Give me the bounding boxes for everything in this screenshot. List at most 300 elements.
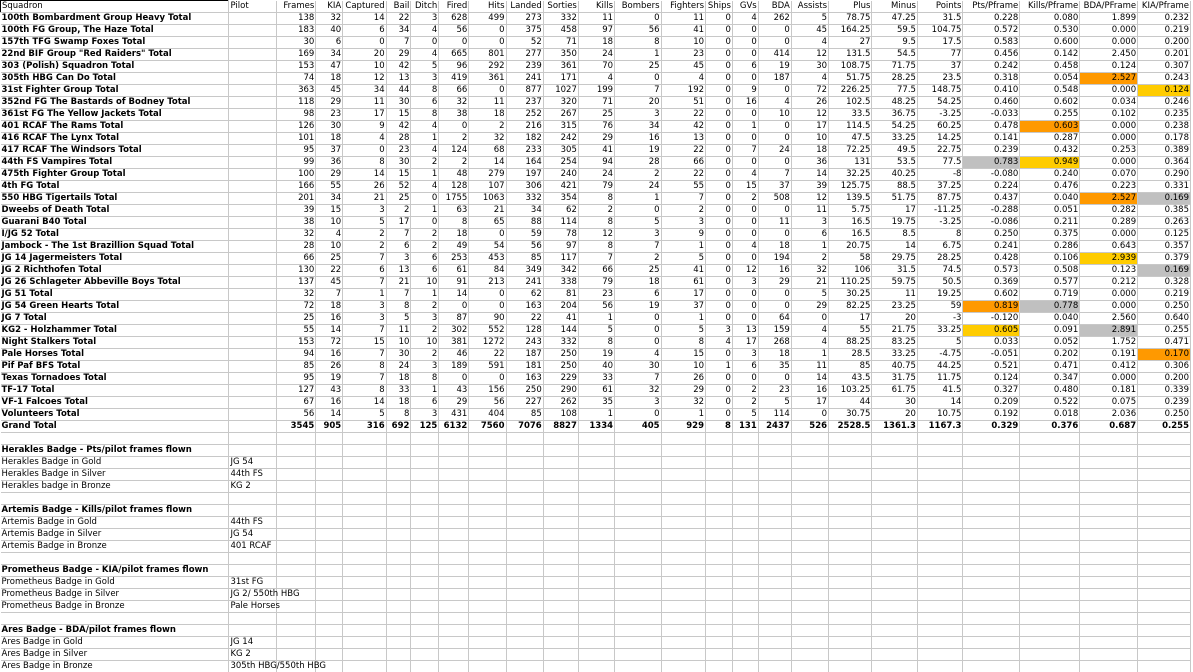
value-cell[interactable]: 30 (277, 37, 316, 49)
empty-cell[interactable] (829, 505, 872, 517)
empty-cell[interactable] (1080, 589, 1138, 601)
empty-cell[interactable] (1080, 613, 1138, 625)
value-cell[interactable]: 56 (578, 301, 614, 313)
grand-total-value[interactable]: 0.687 (1080, 421, 1138, 433)
empty-cell[interactable] (758, 541, 791, 553)
value-cell[interactable]: 21.75 (872, 325, 917, 337)
empty-cell[interactable] (963, 613, 1020, 625)
value-cell[interactable]: 37.25 (917, 181, 962, 193)
value-cell[interactable]: 197 (506, 169, 543, 181)
value-cell[interactable]: 22 (661, 145, 705, 157)
value-cell[interactable]: 0.290 (1138, 169, 1191, 181)
value-cell[interactable]: 5 (758, 397, 791, 409)
empty-cell[interactable] (732, 601, 758, 613)
empty-cell[interactable] (758, 625, 791, 637)
value-cell[interactable]: 33 (386, 385, 411, 397)
value-cell[interactable]: 315 (543, 121, 578, 133)
empty-cell[interactable] (229, 445, 277, 457)
value-cell[interactable]: 32 (277, 289, 316, 301)
value-cell[interactable]: 0.250 (1138, 409, 1191, 421)
empty-cell[interactable] (506, 589, 543, 601)
value-cell[interactable]: 5 (343, 217, 386, 229)
value-cell[interactable]: 41 (543, 313, 578, 325)
value-cell[interactable]: 100 (277, 169, 316, 181)
value-cell[interactable]: 2 (411, 229, 439, 241)
pilot-cell[interactable] (229, 109, 277, 121)
empty-cell[interactable] (343, 493, 386, 505)
empty-cell[interactable] (469, 589, 506, 601)
empty-cell[interactable] (277, 457, 316, 469)
empty-cell[interactable] (386, 481, 411, 493)
value-cell[interactable]: 0.200 (1138, 37, 1191, 49)
value-cell[interactable]: 23 (386, 145, 411, 157)
value-cell[interactable]: 9 (343, 121, 386, 133)
empty-cell[interactable] (386, 445, 411, 457)
badge-award-label[interactable]: Ares Badge in Bronze (1, 661, 229, 672)
value-cell[interactable]: 4 (758, 97, 791, 109)
value-cell[interactable]: 7 (316, 289, 343, 301)
value-cell[interactable]: 877 (506, 85, 543, 97)
value-cell[interactable]: 14 (791, 373, 828, 385)
pilot-cell[interactable] (229, 301, 277, 313)
value-cell[interactable]: 0 (615, 337, 662, 349)
value-cell[interactable]: 59.75 (872, 277, 917, 289)
empty-cell[interactable] (543, 577, 578, 589)
value-cell[interactable]: -3 (917, 313, 962, 325)
value-cell[interactable]: 44.25 (917, 361, 962, 373)
value-cell[interactable]: 11 (661, 13, 705, 25)
value-cell[interactable]: 0.200 (1138, 373, 1191, 385)
value-cell[interactable]: 2.560 (1080, 313, 1138, 325)
squadron-name-cell[interactable]: 401 RCAF The Rams Total (1, 121, 229, 133)
empty-cell[interactable] (706, 577, 733, 589)
pilot-cell[interactable] (229, 421, 277, 433)
empty-cell[interactable] (791, 469, 828, 481)
value-cell[interactable]: 10 (411, 337, 439, 349)
value-cell[interactable]: 22 (469, 349, 506, 361)
value-cell[interactable]: 2 (343, 241, 386, 253)
empty-cell[interactable] (543, 445, 578, 457)
empty-cell[interactable] (506, 445, 543, 457)
value-cell[interactable]: 4 (411, 49, 439, 61)
value-cell[interactable]: 156 (469, 385, 506, 397)
column-header[interactable]: Assists (791, 1, 828, 13)
value-cell[interactable]: 34 (343, 85, 386, 97)
empty-cell[interactable] (386, 613, 411, 625)
value-cell[interactable]: 16 (758, 265, 791, 277)
empty-cell[interactable] (578, 493, 614, 505)
empty-cell[interactable] (469, 457, 506, 469)
empty-cell[interactable] (386, 529, 411, 541)
empty-cell[interactable] (917, 553, 962, 565)
empty-cell[interactable] (469, 553, 506, 565)
value-cell[interactable]: 628 (439, 13, 469, 25)
value-cell[interactable]: 90 (469, 313, 506, 325)
value-cell[interactable]: 11.75 (917, 373, 962, 385)
empty-cell[interactable] (732, 505, 758, 517)
value-cell[interactable]: 0 (706, 145, 733, 157)
value-cell[interactable]: 20 (872, 313, 917, 325)
value-cell[interactable]: 87.75 (917, 193, 962, 205)
value-cell[interactable]: 44 (829, 397, 872, 409)
value-cell[interactable]: 33.5 (829, 109, 872, 121)
value-cell[interactable]: 0.033 (963, 337, 1020, 349)
value-cell[interactable]: 16.5 (829, 229, 872, 241)
empty-cell[interactable] (439, 577, 469, 589)
empty-cell[interactable] (791, 493, 828, 505)
empty-cell[interactable] (661, 589, 705, 601)
column-header[interactable]: Pilot (229, 1, 277, 13)
empty-cell[interactable] (506, 553, 543, 565)
empty-cell[interactable] (506, 541, 543, 553)
empty-cell[interactable] (1080, 637, 1138, 649)
value-cell[interactable]: 52 (386, 181, 411, 193)
value-cell[interactable]: 0 (706, 85, 733, 97)
value-cell[interactable]: 72.25 (829, 145, 872, 157)
value-cell[interactable]: 9.5 (872, 37, 917, 49)
empty-cell[interactable] (917, 613, 962, 625)
value-cell[interactable]: 187 (758, 73, 791, 85)
empty-cell[interactable] (732, 649, 758, 661)
value-cell[interactable]: 12 (732, 265, 758, 277)
value-cell[interactable]: 0 (732, 313, 758, 325)
empty-cell[interactable] (469, 493, 506, 505)
value-cell[interactable]: 61.75 (872, 385, 917, 397)
value-cell[interactable]: 13 (732, 325, 758, 337)
empty-cell[interactable] (506, 529, 543, 541)
value-cell[interactable]: 4 (791, 73, 828, 85)
value-cell[interactable]: 0.369 (963, 277, 1020, 289)
value-cell[interactable]: 16 (316, 313, 343, 325)
empty-cell[interactable] (1138, 493, 1191, 505)
value-cell[interactable]: 32 (615, 385, 662, 397)
value-cell[interactable]: 0.508 (1020, 265, 1080, 277)
empty-cell[interactable] (917, 661, 962, 672)
value-cell[interactable]: 48.25 (872, 97, 917, 109)
value-cell[interactable]: 1 (791, 241, 828, 253)
empty-cell[interactable] (578, 505, 614, 517)
value-cell[interactable]: 0 (706, 37, 733, 49)
squadron-name-cell[interactable]: 44th FS Vampires Total (1, 157, 229, 169)
value-cell[interactable]: 14.25 (917, 133, 962, 145)
value-cell[interactable]: 0 (706, 373, 733, 385)
value-cell[interactable]: 1027 (543, 85, 578, 97)
empty-cell[interactable] (706, 433, 733, 445)
value-cell[interactable]: 20 (615, 97, 662, 109)
pilot-cell[interactable] (229, 193, 277, 205)
empty-cell[interactable] (791, 601, 828, 613)
empty-cell[interactable] (386, 517, 411, 529)
empty-cell[interactable] (578, 541, 614, 553)
value-cell[interactable]: 0.239 (963, 145, 1020, 157)
value-cell[interactable]: 10 (316, 217, 343, 229)
empty-cell[interactable] (1138, 613, 1191, 625)
empty-cell[interactable] (343, 625, 386, 637)
value-cell[interactable]: 268 (758, 337, 791, 349)
value-cell[interactable]: 30 (872, 397, 917, 409)
value-cell[interactable]: 114.5 (829, 121, 872, 133)
value-cell[interactable]: 7 (343, 277, 386, 289)
grand-total-label[interactable]: Grand Total (1, 421, 229, 433)
empty-cell[interactable] (791, 637, 828, 649)
grand-total-value[interactable]: 3545 (277, 421, 316, 433)
value-cell[interactable]: 23.25 (872, 301, 917, 313)
value-cell[interactable]: 194 (758, 253, 791, 265)
value-cell[interactable]: 41 (578, 145, 614, 157)
value-cell[interactable]: 19 (316, 373, 343, 385)
value-cell[interactable]: 0 (732, 229, 758, 241)
pilot-cell[interactable] (229, 265, 277, 277)
empty-cell[interactable] (469, 481, 506, 493)
empty-cell[interactable] (316, 565, 343, 577)
empty-cell[interactable] (791, 661, 828, 672)
column-header[interactable]: Sorties (543, 1, 578, 13)
empty-cell[interactable] (661, 541, 705, 553)
value-cell[interactable]: 262 (543, 397, 578, 409)
value-cell[interactable]: 18 (316, 301, 343, 313)
value-cell[interactable]: 65 (469, 217, 506, 229)
empty-cell[interactable] (543, 505, 578, 517)
value-cell[interactable]: 3 (411, 361, 439, 373)
value-cell[interactable]: 0 (706, 409, 733, 421)
empty-cell[interactable] (758, 565, 791, 577)
value-cell[interactable]: 338 (543, 277, 578, 289)
value-cell[interactable]: 0.471 (1138, 337, 1191, 349)
value-cell[interactable]: 35 (578, 397, 614, 409)
value-cell[interactable]: 117 (543, 253, 578, 265)
badge-award-label[interactable]: Prometheus Badge in Bronze (1, 601, 229, 613)
empty-cell[interactable] (1020, 445, 1080, 457)
empty-cell[interactable] (706, 529, 733, 541)
empty-cell[interactable] (1020, 505, 1080, 517)
empty-cell[interactable] (1080, 481, 1138, 493)
value-cell[interactable]: 0 (706, 397, 733, 409)
empty-cell[interactable] (1020, 529, 1080, 541)
empty-cell[interactable] (758, 613, 791, 625)
value-cell[interactable]: 250 (543, 361, 578, 373)
value-cell[interactable]: 55 (277, 325, 316, 337)
value-cell[interactable]: 28 (277, 241, 316, 253)
value-cell[interactable]: 239 (506, 61, 543, 73)
pilot-cell[interactable] (229, 325, 277, 337)
empty-cell[interactable] (316, 469, 343, 481)
grand-total-value[interactable]: 405 (615, 421, 662, 433)
empty-cell[interactable] (1020, 457, 1080, 469)
empty-cell[interactable] (615, 553, 662, 565)
value-cell[interactable]: 0.389 (1138, 145, 1191, 157)
value-cell[interactable]: 3 (411, 409, 439, 421)
value-cell[interactable]: 0.000 (1080, 25, 1138, 37)
empty-cell[interactable] (439, 517, 469, 529)
empty-cell[interactable] (829, 529, 872, 541)
empty-cell[interactable] (277, 577, 316, 589)
pilot-cell[interactable] (229, 409, 277, 421)
value-cell[interactable]: 34 (316, 49, 343, 61)
value-cell[interactable]: 8.5 (872, 229, 917, 241)
value-cell[interactable]: 10 (758, 109, 791, 121)
value-cell[interactable]: 305 (543, 145, 578, 157)
value-cell[interactable]: 0.530 (1020, 25, 1080, 37)
value-cell[interactable]: 0.583 (963, 37, 1020, 49)
value-cell[interactable]: 552 (469, 325, 506, 337)
value-cell[interactable]: 1063 (469, 193, 506, 205)
value-cell[interactable]: 8 (578, 193, 614, 205)
value-cell[interactable]: 32 (316, 13, 343, 25)
value-cell[interactable]: 7 (386, 229, 411, 241)
value-cell[interactable]: 0 (706, 265, 733, 277)
empty-cell[interactable] (439, 505, 469, 517)
value-cell[interactable]: 0.437 (963, 193, 1020, 205)
empty-cell[interactable] (316, 517, 343, 529)
value-cell[interactable]: 0 (732, 37, 758, 49)
empty-cell[interactable] (1080, 577, 1138, 589)
value-cell[interactable]: 28.5 (829, 349, 872, 361)
empty-cell[interactable] (661, 553, 705, 565)
empty-cell[interactable] (1020, 481, 1080, 493)
column-header[interactable]: Pts/Pframe (963, 1, 1020, 13)
value-cell[interactable]: 114 (758, 409, 791, 421)
value-cell[interactable]: 41.5 (917, 385, 962, 397)
value-cell[interactable]: 78.75 (829, 13, 872, 25)
column-header[interactable]: BDA (758, 1, 791, 13)
value-cell[interactable]: 0.379 (1138, 253, 1191, 265)
empty-cell[interactable] (872, 481, 917, 493)
empty-cell[interactable] (829, 601, 872, 613)
pilot-cell[interactable] (229, 61, 277, 73)
squadron-name-cell[interactable]: JG 54 Green Hearts Total (1, 301, 229, 313)
value-cell[interactable]: 5 (343, 409, 386, 421)
empty-cell[interactable] (872, 517, 917, 529)
empty-cell[interactable] (872, 553, 917, 565)
value-cell[interactable]: 19 (615, 301, 662, 313)
value-cell[interactable]: 290 (543, 385, 578, 397)
empty-cell[interactable] (872, 493, 917, 505)
value-cell[interactable]: 0 (615, 325, 662, 337)
value-cell[interactable]: 1 (578, 409, 614, 421)
value-cell[interactable]: 5 (578, 325, 614, 337)
empty-cell[interactable] (963, 541, 1020, 553)
value-cell[interactable]: 61 (439, 265, 469, 277)
empty-cell[interactable] (872, 649, 917, 661)
value-cell[interactable]: 43 (439, 385, 469, 397)
empty-cell[interactable] (963, 565, 1020, 577)
value-cell[interactable]: 2 (411, 301, 439, 313)
value-cell[interactable]: 54 (469, 241, 506, 253)
value-cell[interactable]: 0.347 (1020, 373, 1080, 385)
empty-cell[interactable] (791, 589, 828, 601)
empty-cell[interactable] (706, 553, 733, 565)
empty-cell[interactable] (758, 601, 791, 613)
value-cell[interactable]: 14 (469, 157, 506, 169)
value-cell[interactable]: 10 (343, 61, 386, 73)
empty-cell[interactable] (386, 565, 411, 577)
value-cell[interactable]: 0 (469, 37, 506, 49)
empty-cell[interactable] (791, 517, 828, 529)
empty-cell[interactable] (917, 505, 962, 517)
squadron-name-cell[interactable]: 305th HBG Can Do Total (1, 73, 229, 85)
squadron-name-cell[interactable]: VF-1 Falcoes Total (1, 397, 229, 409)
value-cell[interactable]: 18 (758, 349, 791, 361)
value-cell[interactable]: 0 (706, 313, 733, 325)
value-cell[interactable]: 31.75 (872, 373, 917, 385)
empty-cell[interactable] (543, 613, 578, 625)
badge-section-title[interactable]: Ares Badge - BDA/pilot frames flown (1, 625, 229, 637)
empty-cell[interactable] (872, 433, 917, 445)
empty-cell[interactable] (506, 457, 543, 469)
value-cell[interactable]: 34 (506, 205, 543, 217)
empty-cell[interactable] (578, 625, 614, 637)
empty-cell[interactable] (791, 625, 828, 637)
squadron-name-cell[interactable]: 475th Fighter Group Total (1, 169, 229, 181)
value-cell[interactable]: 25 (615, 265, 662, 277)
value-cell[interactable]: 1 (411, 289, 439, 301)
empty-cell[interactable] (791, 649, 828, 661)
pilot-cell[interactable] (229, 157, 277, 169)
value-cell[interactable]: 128 (506, 325, 543, 337)
value-cell[interactable]: 19 (578, 349, 614, 361)
empty-cell[interactable] (917, 541, 962, 553)
value-cell[interactable]: 0 (758, 373, 791, 385)
value-cell[interactable]: 2 (439, 133, 469, 145)
empty-cell[interactable] (386, 649, 411, 661)
value-cell[interactable]: 59.5 (872, 25, 917, 37)
value-cell[interactable]: 38 (277, 217, 316, 229)
pilot-cell[interactable] (229, 37, 277, 49)
squadron-name-cell[interactable]: 550 HBG Tigertails Total (1, 193, 229, 205)
empty-cell[interactable] (439, 553, 469, 565)
value-cell[interactable]: 204 (543, 301, 578, 313)
value-cell[interactable]: 43 (316, 385, 343, 397)
empty-cell[interactable] (615, 637, 662, 649)
empty-cell[interactable] (316, 601, 343, 613)
value-cell[interactable]: 183 (277, 25, 316, 37)
value-cell[interactable]: 11 (386, 325, 411, 337)
value-cell[interactable]: 25 (316, 253, 343, 265)
empty-cell[interactable] (386, 433, 411, 445)
value-cell[interactable]: 106 (829, 265, 872, 277)
empty-cell[interactable] (1020, 589, 1080, 601)
empty-cell[interactable] (506, 649, 543, 661)
value-cell[interactable]: 32 (469, 133, 506, 145)
empty-cell[interactable] (963, 553, 1020, 565)
value-cell[interactable]: 267 (543, 109, 578, 121)
empty-cell[interactable] (829, 433, 872, 445)
empty-cell[interactable] (277, 505, 316, 517)
value-cell[interactable]: 16 (615, 133, 662, 145)
value-cell[interactable]: 3 (615, 397, 662, 409)
value-cell[interactable]: 0.000 (1080, 289, 1138, 301)
value-cell[interactable]: 56 (439, 25, 469, 37)
empty-cell[interactable] (1080, 541, 1138, 553)
pilot-cell[interactable] (229, 373, 277, 385)
empty-cell[interactable] (758, 433, 791, 445)
empty-cell[interactable] (1138, 589, 1191, 601)
value-cell[interactable]: 127 (277, 385, 316, 397)
empty-cell[interactable] (872, 661, 917, 672)
grand-total-value[interactable]: 1167.3 (917, 421, 962, 433)
value-cell[interactable]: 4 (615, 349, 662, 361)
empty-cell[interactable] (872, 589, 917, 601)
value-cell[interactable]: 4 (411, 145, 439, 157)
empty-cell[interactable] (758, 529, 791, 541)
value-cell[interactable]: 29 (316, 169, 343, 181)
empty-cell[interactable] (1080, 649, 1138, 661)
value-cell[interactable]: 32 (439, 97, 469, 109)
value-cell[interactable]: 55 (829, 325, 872, 337)
value-cell[interactable]: 3 (661, 217, 705, 229)
empty-cell[interactable] (277, 517, 316, 529)
value-cell[interactable]: 3 (706, 325, 733, 337)
